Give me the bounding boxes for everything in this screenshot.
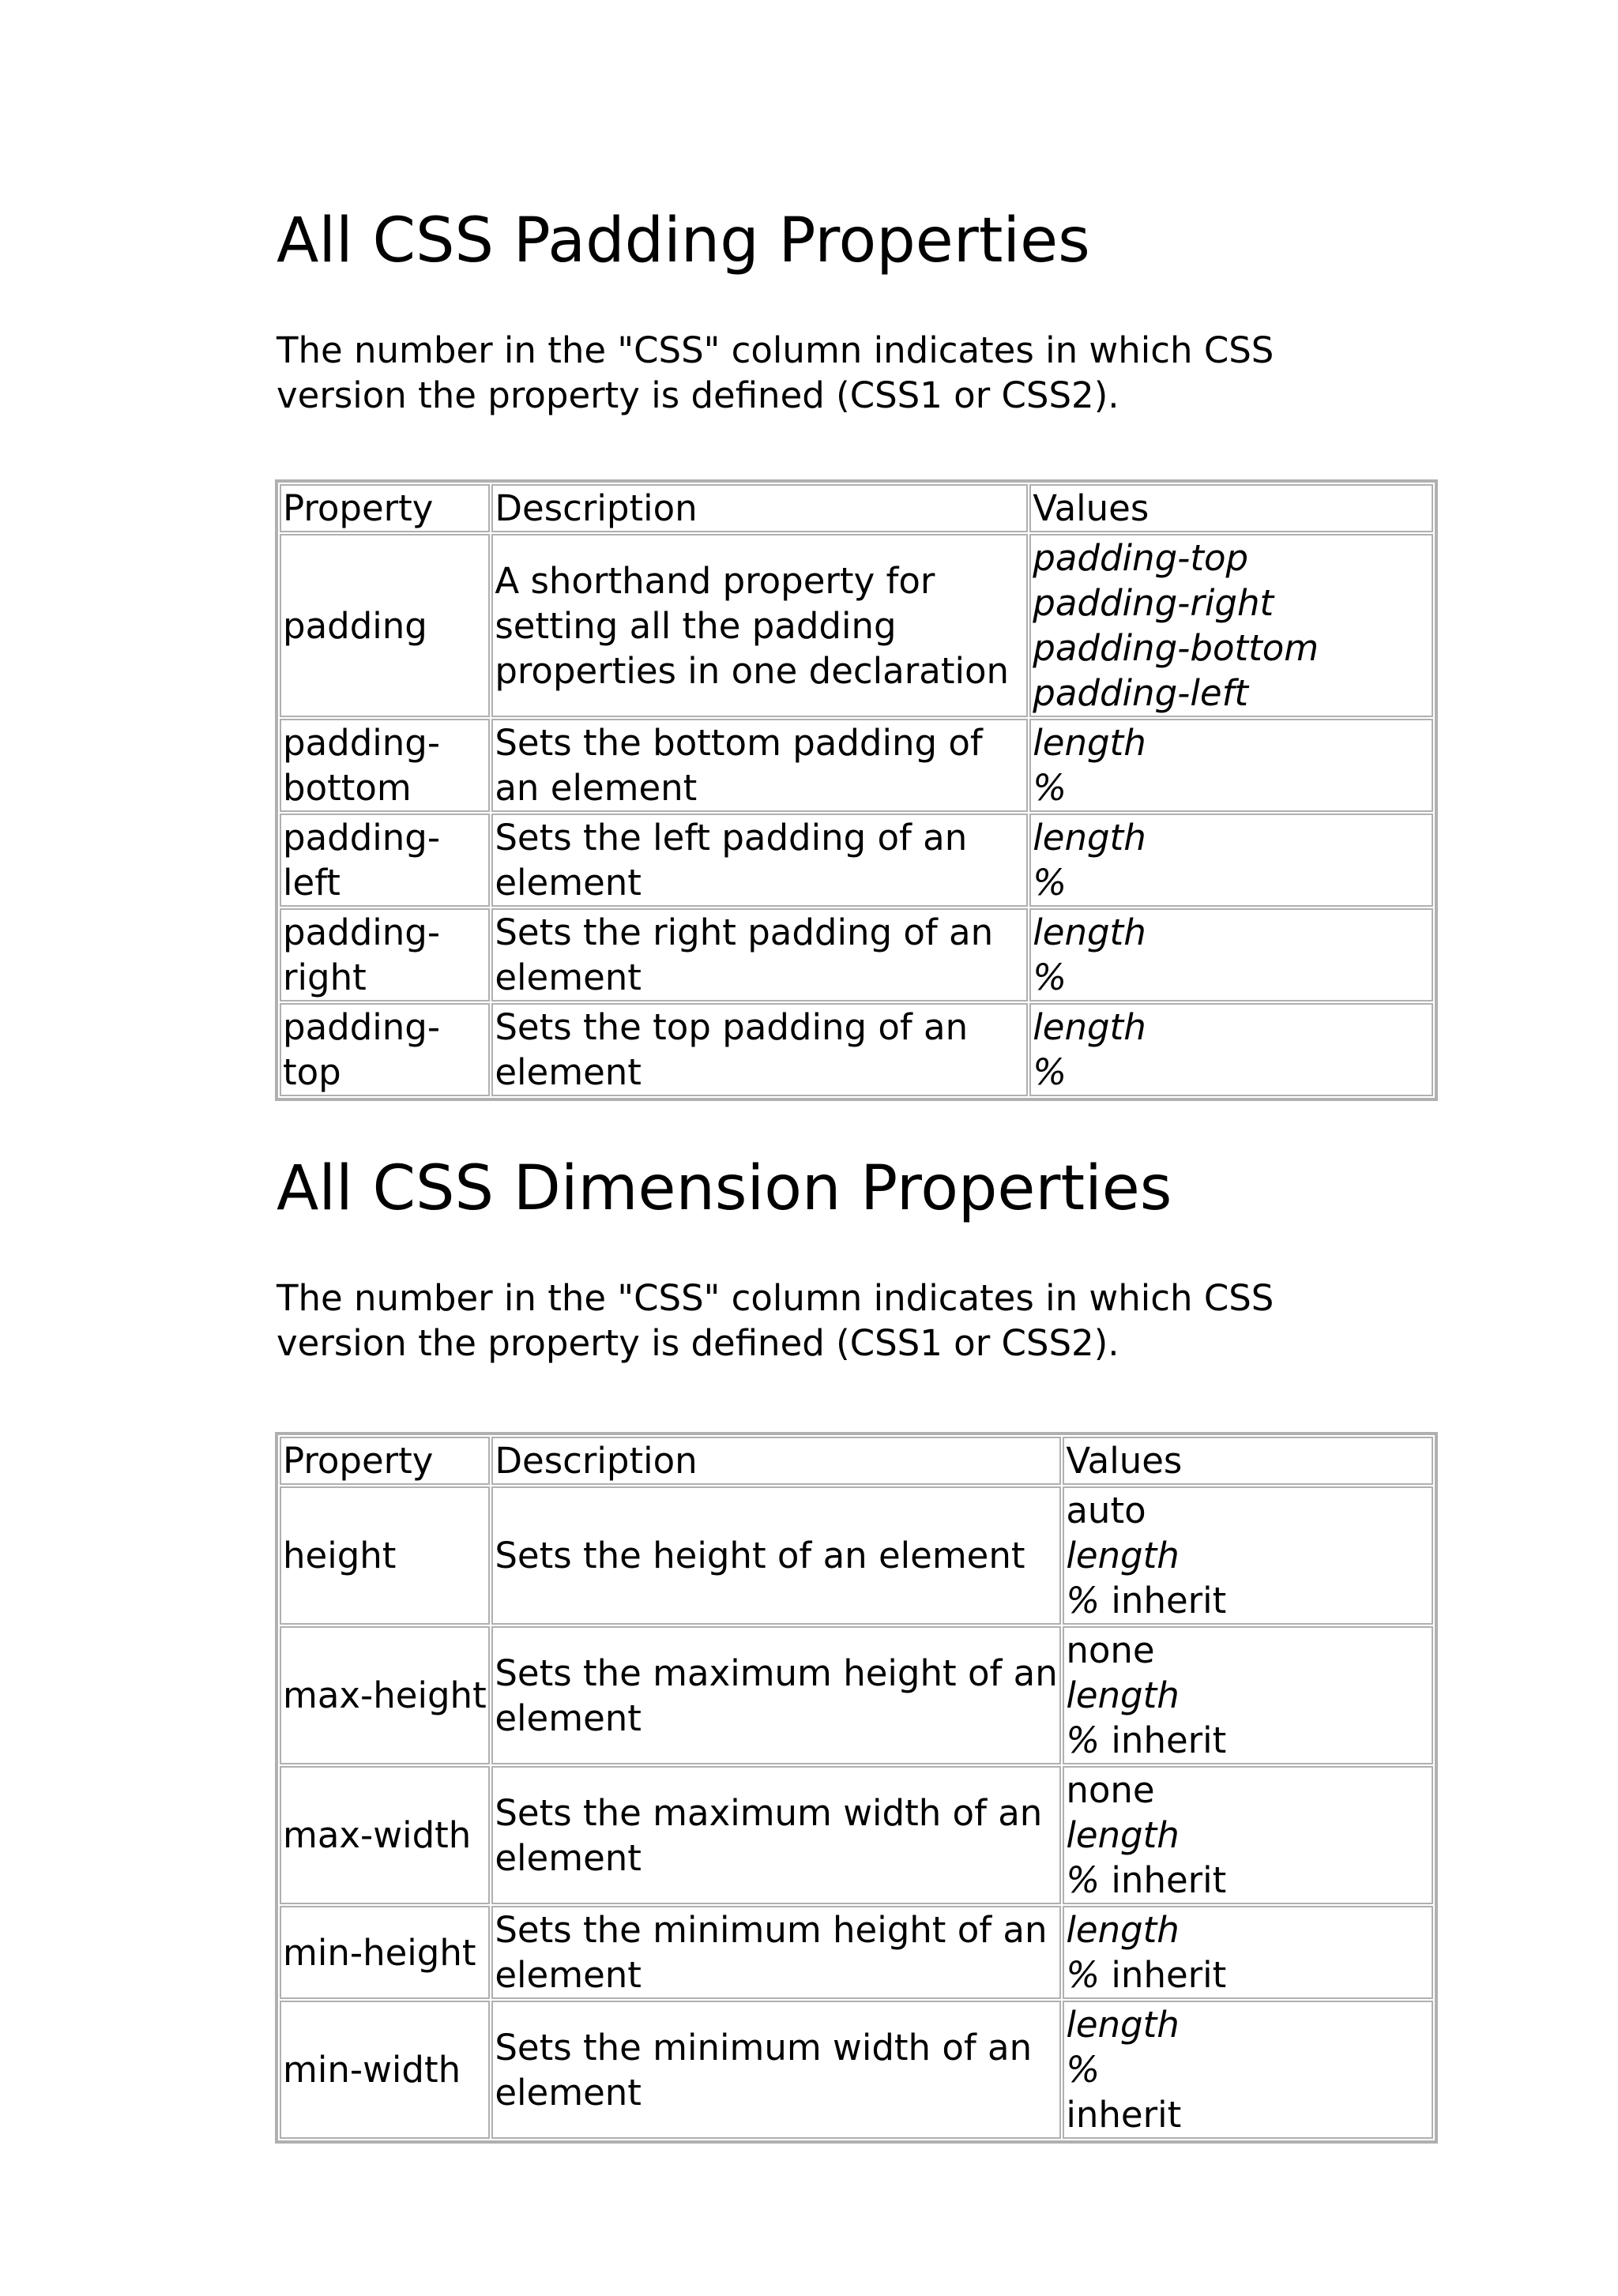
property-name: min-height [280,1906,490,1999]
property-name: height [280,1486,490,1625]
property-name: min-width [280,2001,490,2139]
property-values [1063,1626,1433,1764]
property-name: padding-top [280,1003,490,1096]
value-item: inherit [1111,1580,1227,1621]
padding-section-title: All CSS Padding Properties [277,205,1090,276]
value-item: none [1066,1769,1155,1811]
value-item: % [1066,1580,1101,1621]
property-description: Sets the height of an element [491,1486,1061,1625]
header-description: Description [491,1437,1061,1485]
property-values [1029,719,1433,812]
property-description: Sets the right padding of an element [491,908,1028,1001]
table-row [280,1906,1433,1999]
property-name: padding [280,534,490,717]
value-item: auto [1066,1490,1146,1531]
table-row [280,534,1433,717]
value-item: length [1066,1814,1180,1856]
property-description: Sets the maximum height of an element [491,1626,1061,1764]
dimension-section-title: All CSS Dimension Properties [277,1153,1172,1224]
value-item: length [1066,2004,1180,2046]
property-description: A shorthand property for setting all the padding properties in one declaration [491,534,1028,717]
property-values [1029,908,1433,1001]
value-item: length [1066,1909,1180,1951]
property-description: Sets the bottom padding of an element [491,719,1028,812]
value-item: inherit [1066,2094,1182,2136]
table-row [280,814,1433,907]
value-item: length [1066,1674,1180,1716]
value-item: length [1033,1006,1146,1048]
property-description: Sets the minimum width of an element [491,2001,1061,2139]
value-item: none [1066,1629,1155,1671]
header-description: Description [491,484,1028,532]
value-item: length [1066,1535,1180,1576]
property-name: padding-bottom [280,719,490,812]
padding-section [277,194,1438,1093]
table-row [280,1003,1433,1096]
table-row [280,1626,1433,1764]
property-values [1029,814,1433,907]
value-item: % [1033,956,1067,998]
value-item: % [1033,767,1067,809]
value-item: padding-left [1033,672,1249,714]
property-description: Sets the top padding of an element [491,1003,1028,1096]
header-values: Values [1063,1437,1433,1485]
header-property: Property [280,1437,490,1485]
value-item: inherit [1111,1954,1227,1996]
property-description: Sets the left padding of an element [491,814,1028,907]
value-item: % [1066,1719,1101,1761]
value-item: % [1066,1954,1101,1996]
value-item: % [1033,862,1067,904]
table-row [280,1766,1433,1904]
table-header-row [280,484,1433,532]
value-item: inherit [1111,1719,1227,1761]
table-row [280,908,1433,1001]
property-description: Sets the maximum width of an element [491,1766,1061,1904]
property-values [1063,1766,1433,1904]
property-name: max-height [280,1626,490,1764]
property-values [1063,2001,1433,2139]
value-item: length [1033,817,1146,859]
table-row [280,719,1433,812]
value-item: length [1033,911,1146,953]
dimension-properties-table [275,1432,1438,2144]
value-item: length [1033,722,1146,764]
table-header-row [280,1437,1433,1485]
property-values [1029,534,1433,717]
value-item: % [1033,1051,1067,1093]
property-description: Sets the minimum height of an element [491,1906,1061,1999]
table-row [280,1486,1433,1625]
dimension-section-intro: The number in the "CSS" column indicates in which CSS version the property is defined (CSS1 or CSS2). [277,1277,1274,1364]
value-item: padding-right [1033,582,1274,624]
property-name: max-width [280,1766,490,1904]
value-item: padding-top [1033,537,1249,579]
header-property: Property [280,484,490,532]
value-item: padding-bottom [1033,627,1319,669]
property-name: padding-right [280,908,490,1001]
header-values: Values [1029,484,1433,532]
padding-section-intro: The number in the "CSS" column indicates in which CSS version the property is defined (CSS1 or CSS2). [277,329,1274,416]
property-values [1063,1486,1433,1625]
property-name: padding-left [280,814,490,907]
property-values [1029,1003,1433,1096]
dimension-section [277,1141,1438,2136]
value-item: % [1066,1859,1101,1901]
table-row [280,2001,1433,2139]
value-item: % [1066,2049,1101,2091]
value-item: inherit [1111,1859,1227,1901]
padding-properties-table [275,479,1438,1101]
property-values [1063,1906,1433,1999]
